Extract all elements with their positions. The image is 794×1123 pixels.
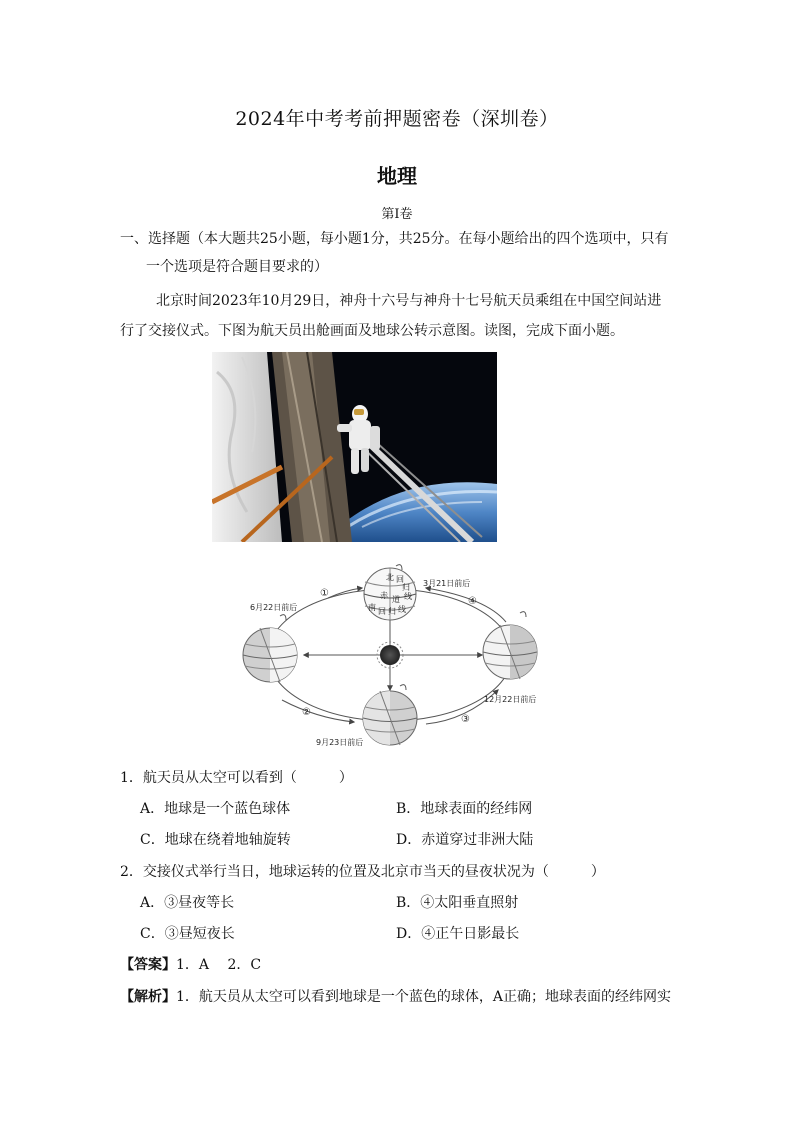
- question-2-option-a: A．③昼夜等长: [140, 895, 235, 911]
- svg-text:南: 南: [368, 603, 376, 612]
- question-2-option-d: D．④正午日影最长: [396, 926, 520, 942]
- question-1-option-d: D．赤道穿过非洲大陆: [396, 832, 534, 848]
- volume-label: 第Ⅰ卷: [381, 207, 413, 222]
- answer-text: 1．A 2．C: [176, 957, 262, 973]
- passage-line1: 北京时间2023年10月29日，神舟十六号与神舟十七号航天员乘组在中国空间站进: [156, 293, 662, 309]
- page-title: 2024年中考考前押题密卷（深圳卷）: [235, 108, 559, 130]
- svg-text:归: 归: [402, 583, 410, 592]
- analysis-text: 1．航天员从太空可以看到地球是一个蓝色的球体，A正确；地球表面的经纬网实: [176, 989, 672, 1005]
- question-1-option-c: C．地球在绕着地轴旋转: [140, 832, 291, 848]
- svg-text:北: 北: [386, 573, 394, 582]
- passage-line2: 行了交接仪式。下图为航天员出舱画面及地球公转示意图。读图，完成下面小题。: [120, 323, 624, 339]
- svg-text:线: 线: [398, 605, 406, 614]
- section-instructions-line1: 一、选择题（本大题共25小题，每小题1分，共25分。在每小题给出的四个选项中，只有: [120, 231, 669, 247]
- earth-revolution-diagram: [236, 560, 556, 750]
- globe-sep23: [363, 685, 417, 745]
- answer-line: [120, 954, 261, 974]
- question-2-option-c: C．③昼短夜长: [140, 926, 235, 942]
- svg-text:回: 回: [378, 607, 386, 616]
- label-jun22: 6月22日前后: [250, 603, 298, 612]
- label-sep23: 9月23日前后: [316, 738, 364, 747]
- astronaut-spacewalk-photo: [212, 352, 497, 542]
- section-instructions-line2: 一个选项是符合题目要求的）: [146, 259, 328, 275]
- svg-text:道: 道: [392, 595, 400, 604]
- question-1-option-b: B．地球表面的经纬网: [396, 801, 533, 817]
- svg-text:回: 回: [396, 575, 404, 584]
- arrow-label-4: ④: [468, 596, 477, 607]
- arrow-label-3: ③: [461, 714, 470, 725]
- label-mar21: 3月21日前后: [423, 579, 471, 588]
- arrow-label-2: ②: [302, 707, 311, 718]
- globe-mar21: [364, 565, 416, 620]
- question-2-option-b: B．④太阳垂直照射: [396, 895, 519, 911]
- answer-label: 【答案】: [120, 957, 176, 973]
- question-1-option-a: A．地球是一个蓝色球体: [140, 801, 291, 817]
- subject-heading: 地理: [377, 164, 417, 188]
- analysis-line: [120, 986, 671, 1006]
- globe-jun22: [243, 615, 297, 682]
- svg-text:归: 归: [388, 607, 396, 616]
- label-dec22: 12月22日前后: [484, 695, 537, 704]
- svg-text:线: 线: [404, 592, 412, 601]
- arrow-label-1: ①: [320, 588, 329, 599]
- analysis-label: 【解析】: [120, 989, 176, 1005]
- question-2-stem: 2．交接仪式举行当日，地球运转的位置及北京市当天的昼夜状况为（ ）: [120, 864, 605, 880]
- globe-dec22: [483, 612, 537, 679]
- svg-text:赤: 赤: [380, 591, 388, 600]
- question-1-stem: 1．航天员从太空可以看到（ ）: [120, 770, 353, 786]
